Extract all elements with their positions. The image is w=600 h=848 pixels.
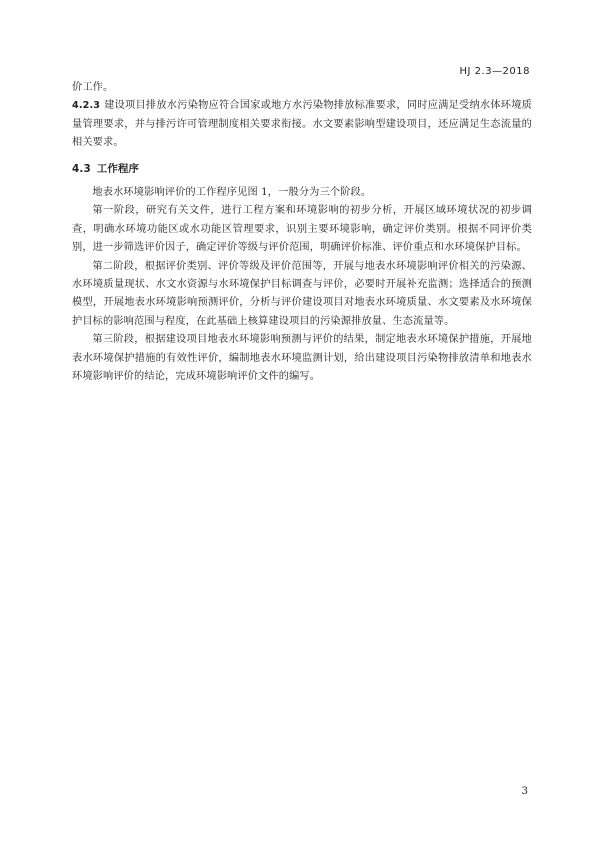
clause-4-2-3: [72, 97, 532, 152]
paragraph-stage-two: 第二阶段，根据评价类别、评价等级及评价范围等，开展与地表水环境影响评价相关的污染源、水环境质量现状、水文水资源与水环境保护目标调查与评价，必要时开展补充监测；选择适合的预测模型，开展地表水环境影响预测评价，分析与评价建设项目对地表水环境质量、水文要素及水环境保护目标的影响范围与程度，在此基础上核算建设项目的污染源排放量、生态流量等。: [72, 260, 532, 327]
continuation-text: 价工作。: [72, 82, 114, 93]
paragraph-intro: 地表水环境影响评价的工作程序见图 1，一般分为三个阶段。: [92, 187, 372, 199]
paragraph-stage-three: 第三阶段，根据建设项目地表水环境影响预测与评价的结果，制定地表水环境保护措施，开展地表水环境保护措施的有效性评价，编制地表水环境监测计划，给出建设项目污染物排放清单和地表水环境影响评价的结论，完成环境影响评价文件的编写。: [72, 334, 532, 383]
paragraph-stage-one: 第一阶段，研究有关文件，进行工程方案和环境影响的初步分析，开展区域环境状况的初步调查，明确水环境功能区或水功能区管理要求，识别主要环境影响，确定评价类别。根据不同评价类别，进一步筛选评价因子，确定评价等级与评价范围，明确评价标准、评价重点和水环境保护目标。: [72, 205, 532, 254]
page-number: 3: [521, 786, 528, 797]
clause-text: 建设项目排放水污染物应符合国家或地方水污染物排放标准要求，同时应满足受纳水体环境质量管理要求，并与排污许可管理制度相关要求衔接。水文要素影响型建设项目，还应满足生态流量的相关要求。: [72, 100, 532, 149]
section-title: 工作程序: [96, 162, 140, 175]
standard-code-header: HJ 2.3—2018: [459, 66, 530, 77]
clause-number: 4.2.3: [72, 100, 101, 112]
document-body: [72, 79, 532, 387]
section-heading-4-3: [72, 160, 532, 178]
section-number: 4.3: [72, 162, 91, 175]
